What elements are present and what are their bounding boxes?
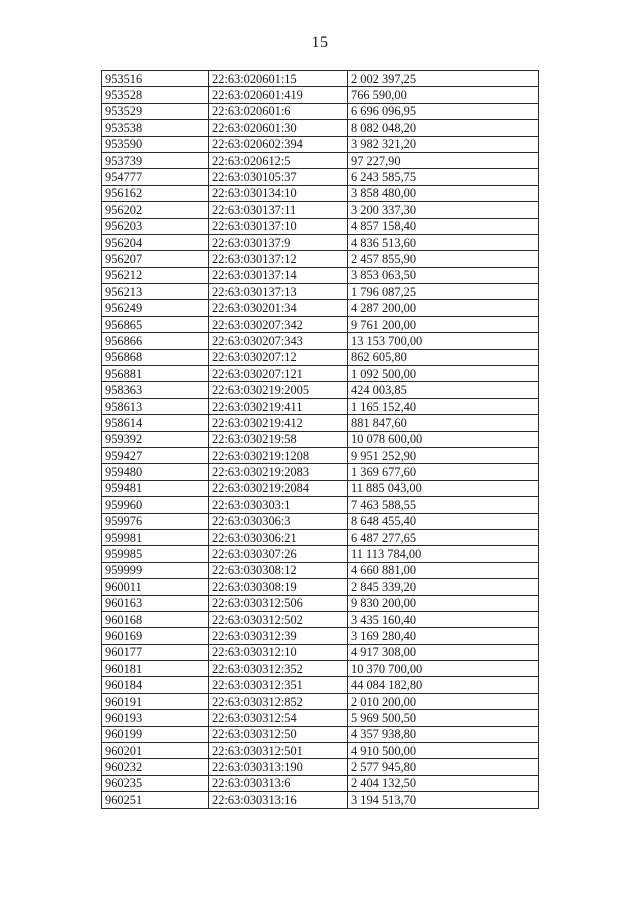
table-row — [102, 87, 539, 103]
table-row — [102, 349, 539, 365]
cadastral-value-table — [101, 70, 539, 809]
cadastral-number-cell: 22:63:020601:419 — [209, 87, 348, 103]
table-row — [102, 628, 539, 644]
cadastral-value-cell: 2 845 339,20 — [348, 579, 539, 595]
cadastral-value-cell: 2 577 945,80 — [348, 759, 539, 775]
cadastral-number-cell: 22:63:030312:501 — [209, 743, 348, 759]
table-row — [102, 464, 539, 480]
row-number-cell: 960199 — [102, 726, 209, 742]
table-row — [102, 71, 539, 87]
cadastral-number-cell: 22:63:030312:506 — [209, 595, 348, 611]
cadastral-number-cell: 22:63:030219:2083 — [209, 464, 348, 480]
cadastral-number-cell: 22:63:020601:30 — [209, 120, 348, 136]
table-row — [102, 710, 539, 726]
cadastral-value-cell: 766 590,00 — [348, 87, 539, 103]
cadastral-value-cell: 10 370 700,00 — [348, 661, 539, 677]
table-row — [102, 251, 539, 267]
table-row — [102, 480, 539, 496]
row-number-cell: 959480 — [102, 464, 209, 480]
table-row — [102, 152, 539, 168]
row-number-cell: 960163 — [102, 595, 209, 611]
cadastral-value-cell: 4 836 513,60 — [348, 234, 539, 250]
cadastral-value-cell: 8 082 048,20 — [348, 120, 539, 136]
cadastral-number-cell: 22:63:030312:50 — [209, 726, 348, 742]
cadastral-number-cell: 22:63:030207:342 — [209, 316, 348, 332]
row-number-cell: 953739 — [102, 152, 209, 168]
table-row — [102, 759, 539, 775]
cadastral-number-cell: 22:63:030313:6 — [209, 775, 348, 791]
cadastral-number-cell: 22:63:020602:394 — [209, 136, 348, 152]
table-row — [102, 120, 539, 136]
row-number-cell: 953528 — [102, 87, 209, 103]
row-number-cell: 960169 — [102, 628, 209, 644]
cadastral-value-cell: 2 002 397,25 — [348, 71, 539, 87]
row-number-cell: 960011 — [102, 579, 209, 595]
cadastral-value-cell: 881 847,60 — [348, 415, 539, 431]
table-row — [102, 185, 539, 201]
row-number-cell: 958614 — [102, 415, 209, 431]
cadastral-value-cell: 11 113 784,00 — [348, 546, 539, 562]
cadastral-number-cell: 22:63:030312:39 — [209, 628, 348, 644]
table-row — [102, 562, 539, 578]
row-number-cell: 960235 — [102, 775, 209, 791]
table-row — [102, 284, 539, 300]
cadastral-value-cell: 1 369 677,60 — [348, 464, 539, 480]
cadastral-value-cell: 3 194 513,70 — [348, 792, 539, 808]
table-body — [102, 71, 539, 809]
table-row — [102, 431, 539, 447]
row-number-cell: 959976 — [102, 513, 209, 529]
cadastral-value-cell: 44 084 182,80 — [348, 677, 539, 693]
row-number-cell: 956868 — [102, 349, 209, 365]
table-row — [102, 579, 539, 595]
row-number-cell: 960181 — [102, 661, 209, 677]
cadastral-number-cell: 22:63:030207:121 — [209, 366, 348, 382]
cadastral-number-cell: 22:63:030312:351 — [209, 677, 348, 693]
row-number-cell: 960193 — [102, 710, 209, 726]
row-number-cell: 959960 — [102, 497, 209, 513]
row-number-cell: 958613 — [102, 398, 209, 414]
cadastral-value-cell: 1 796 087,25 — [348, 284, 539, 300]
cadastral-number-cell: 22:63:030105:37 — [209, 169, 348, 185]
table-row — [102, 267, 539, 283]
table-row — [102, 513, 539, 529]
table-row — [102, 169, 539, 185]
table-row — [102, 366, 539, 382]
cadastral-value-cell: 9 830 200,00 — [348, 595, 539, 611]
table-row — [102, 661, 539, 677]
cadastral-value-cell: 6 243 585,75 — [348, 169, 539, 185]
cadastral-value-cell: 3 853 063,50 — [348, 267, 539, 283]
cadastral-value-cell: 3 435 160,40 — [348, 611, 539, 627]
cadastral-value-cell: 9 951 252,90 — [348, 447, 539, 463]
table-row — [102, 743, 539, 759]
row-number-cell: 956203 — [102, 218, 209, 234]
table-row — [102, 529, 539, 545]
cadastral-number-cell: 22:63:030219:1208 — [209, 447, 348, 463]
table-row — [102, 595, 539, 611]
cadastral-value-cell: 13 153 700,00 — [348, 333, 539, 349]
table-row — [102, 234, 539, 250]
row-number-cell: 953516 — [102, 71, 209, 87]
table-row — [102, 447, 539, 463]
row-number-cell: 960232 — [102, 759, 209, 775]
row-number-cell: 956865 — [102, 316, 209, 332]
row-number-cell: 958363 — [102, 382, 209, 398]
table-row — [102, 546, 539, 562]
cadastral-number-cell: 22:63:030201:34 — [209, 300, 348, 316]
cadastral-number-cell: 22:63:030313:190 — [209, 759, 348, 775]
cadastral-number-cell: 22:63:030137:13 — [209, 284, 348, 300]
cadastral-number-cell: 22:63:030306:3 — [209, 513, 348, 529]
cadastral-value-cell: 2 404 132,50 — [348, 775, 539, 791]
row-number-cell: 960177 — [102, 644, 209, 660]
cadastral-number-cell: 22:63:030312:352 — [209, 661, 348, 677]
row-number-cell: 960168 — [102, 611, 209, 627]
cadastral-number-cell: 22:63:030312:502 — [209, 611, 348, 627]
table-row — [102, 415, 539, 431]
cadastral-number-cell: 22:63:030308:12 — [209, 562, 348, 578]
cadastral-value-cell: 11 885 043,00 — [348, 480, 539, 496]
cadastral-value-cell: 7 463 588,55 — [348, 497, 539, 513]
cadastral-value-cell: 862 605,80 — [348, 349, 539, 365]
cadastral-number-cell: 22:63:020601:6 — [209, 103, 348, 119]
row-number-cell: 956204 — [102, 234, 209, 250]
row-number-cell: 960191 — [102, 693, 209, 709]
row-number-cell: 953529 — [102, 103, 209, 119]
cadastral-number-cell: 22:63:030312:852 — [209, 693, 348, 709]
cadastral-number-cell: 22:63:030219:58 — [209, 431, 348, 447]
row-number-cell: 956207 — [102, 251, 209, 267]
table-row — [102, 316, 539, 332]
cadastral-number-cell: 22:63:030219:2084 — [209, 480, 348, 496]
table-row — [102, 333, 539, 349]
row-number-cell: 956881 — [102, 366, 209, 382]
table-row — [102, 497, 539, 513]
cadastral-number-cell: 22:63:030219:411 — [209, 398, 348, 414]
cadastral-number-cell: 22:63:020601:15 — [209, 71, 348, 87]
page-number: 15 — [311, 34, 329, 51]
cadastral-value-cell: 3 982 321,20 — [348, 136, 539, 152]
cadastral-number-cell: 22:63:030137:11 — [209, 202, 348, 218]
cadastral-value-cell: 2 010 200,00 — [348, 693, 539, 709]
row-number-cell: 956162 — [102, 185, 209, 201]
row-number-cell: 959392 — [102, 431, 209, 447]
row-number-cell: 960201 — [102, 743, 209, 759]
cadastral-number-cell: 22:63:030312:10 — [209, 644, 348, 660]
row-number-cell: 956202 — [102, 202, 209, 218]
cadastral-value-cell: 6 696 096,95 — [348, 103, 539, 119]
cadastral-number-cell: 22:63:030308:19 — [209, 579, 348, 595]
cadastral-value-cell: 5 969 500,50 — [348, 710, 539, 726]
cadastral-number-cell: 22:63:030207:12 — [209, 349, 348, 365]
row-number-cell: 960184 — [102, 677, 209, 693]
cadastral-value-cell: 4 357 938,80 — [348, 726, 539, 742]
row-number-cell: 953538 — [102, 120, 209, 136]
table-row — [102, 398, 539, 414]
cadastral-number-cell: 22:63:030137:12 — [209, 251, 348, 267]
cadastral-value-cell: 8 648 455,40 — [348, 513, 539, 529]
table-row — [102, 136, 539, 152]
table-row — [102, 677, 539, 693]
cadastral-number-cell: 22:63:030312:54 — [209, 710, 348, 726]
row-number-cell: 954777 — [102, 169, 209, 185]
cadastral-number-cell: 22:63:030303:1 — [209, 497, 348, 513]
cadastral-number-cell: 22:63:030219:412 — [209, 415, 348, 431]
row-number-cell: 953590 — [102, 136, 209, 152]
table-row — [102, 644, 539, 660]
row-number-cell: 956212 — [102, 267, 209, 283]
row-number-cell: 956249 — [102, 300, 209, 316]
cadastral-value-cell: 2 457 855,90 — [348, 251, 539, 267]
row-number-cell: 956866 — [102, 333, 209, 349]
cadastral-value-cell: 3 200 337,30 — [348, 202, 539, 218]
cadastral-number-cell: 22:63:030137:9 — [209, 234, 348, 250]
cadastral-value-cell: 3 169 280,40 — [348, 628, 539, 644]
table-row — [102, 202, 539, 218]
cadastral-value-cell: 9 761 200,00 — [348, 316, 539, 332]
cadastral-value-cell: 6 487 277,65 — [348, 529, 539, 545]
cadastral-value-cell: 4 287 200,00 — [348, 300, 539, 316]
row-number-cell: 959481 — [102, 480, 209, 496]
table-row — [102, 775, 539, 791]
cadastral-number-cell: 22:63:020612:5 — [209, 152, 348, 168]
cadastral-value-cell: 424 003,85 — [348, 382, 539, 398]
cadastral-number-cell: 22:63:030207:343 — [209, 333, 348, 349]
cadastral-number-cell: 22:63:030134:10 — [209, 185, 348, 201]
cadastral-value-cell: 3 858 480,00 — [348, 185, 539, 201]
table-row — [102, 300, 539, 316]
cadastral-number-cell: 22:63:030306:21 — [209, 529, 348, 545]
cadastral-number-cell: 22:63:030313:16 — [209, 792, 348, 808]
cadastral-number-cell: 22:63:030219:2005 — [209, 382, 348, 398]
cadastral-value-cell: 1 092 500,00 — [348, 366, 539, 382]
row-number-cell: 956213 — [102, 284, 209, 300]
table-row — [102, 218, 539, 234]
table-row — [102, 792, 539, 808]
row-number-cell: 959999 — [102, 562, 209, 578]
cadastral-value-cell: 97 227,90 — [348, 152, 539, 168]
cadastral-number-cell: 22:63:030137:10 — [209, 218, 348, 234]
row-number-cell: 959985 — [102, 546, 209, 562]
table-row — [102, 103, 539, 119]
table-row — [102, 726, 539, 742]
cadastral-value-cell: 4 917 308,00 — [348, 644, 539, 660]
cadastral-value-cell: 4 660 881,00 — [348, 562, 539, 578]
table-row — [102, 382, 539, 398]
cadastral-number-cell: 22:63:030137:14 — [209, 267, 348, 283]
cadastral-value-cell: 1 165 152,40 — [348, 398, 539, 414]
cadastral-value-cell: 10 078 600,00 — [348, 431, 539, 447]
row-number-cell: 959427 — [102, 447, 209, 463]
row-number-cell: 959981 — [102, 529, 209, 545]
cadastral-number-cell: 22:63:030307:26 — [209, 546, 348, 562]
cadastral-value-cell: 4 910 500,00 — [348, 743, 539, 759]
table-row — [102, 693, 539, 709]
row-number-cell: 960251 — [102, 792, 209, 808]
cadastral-value-cell: 4 857 158,40 — [348, 218, 539, 234]
table-row — [102, 611, 539, 627]
